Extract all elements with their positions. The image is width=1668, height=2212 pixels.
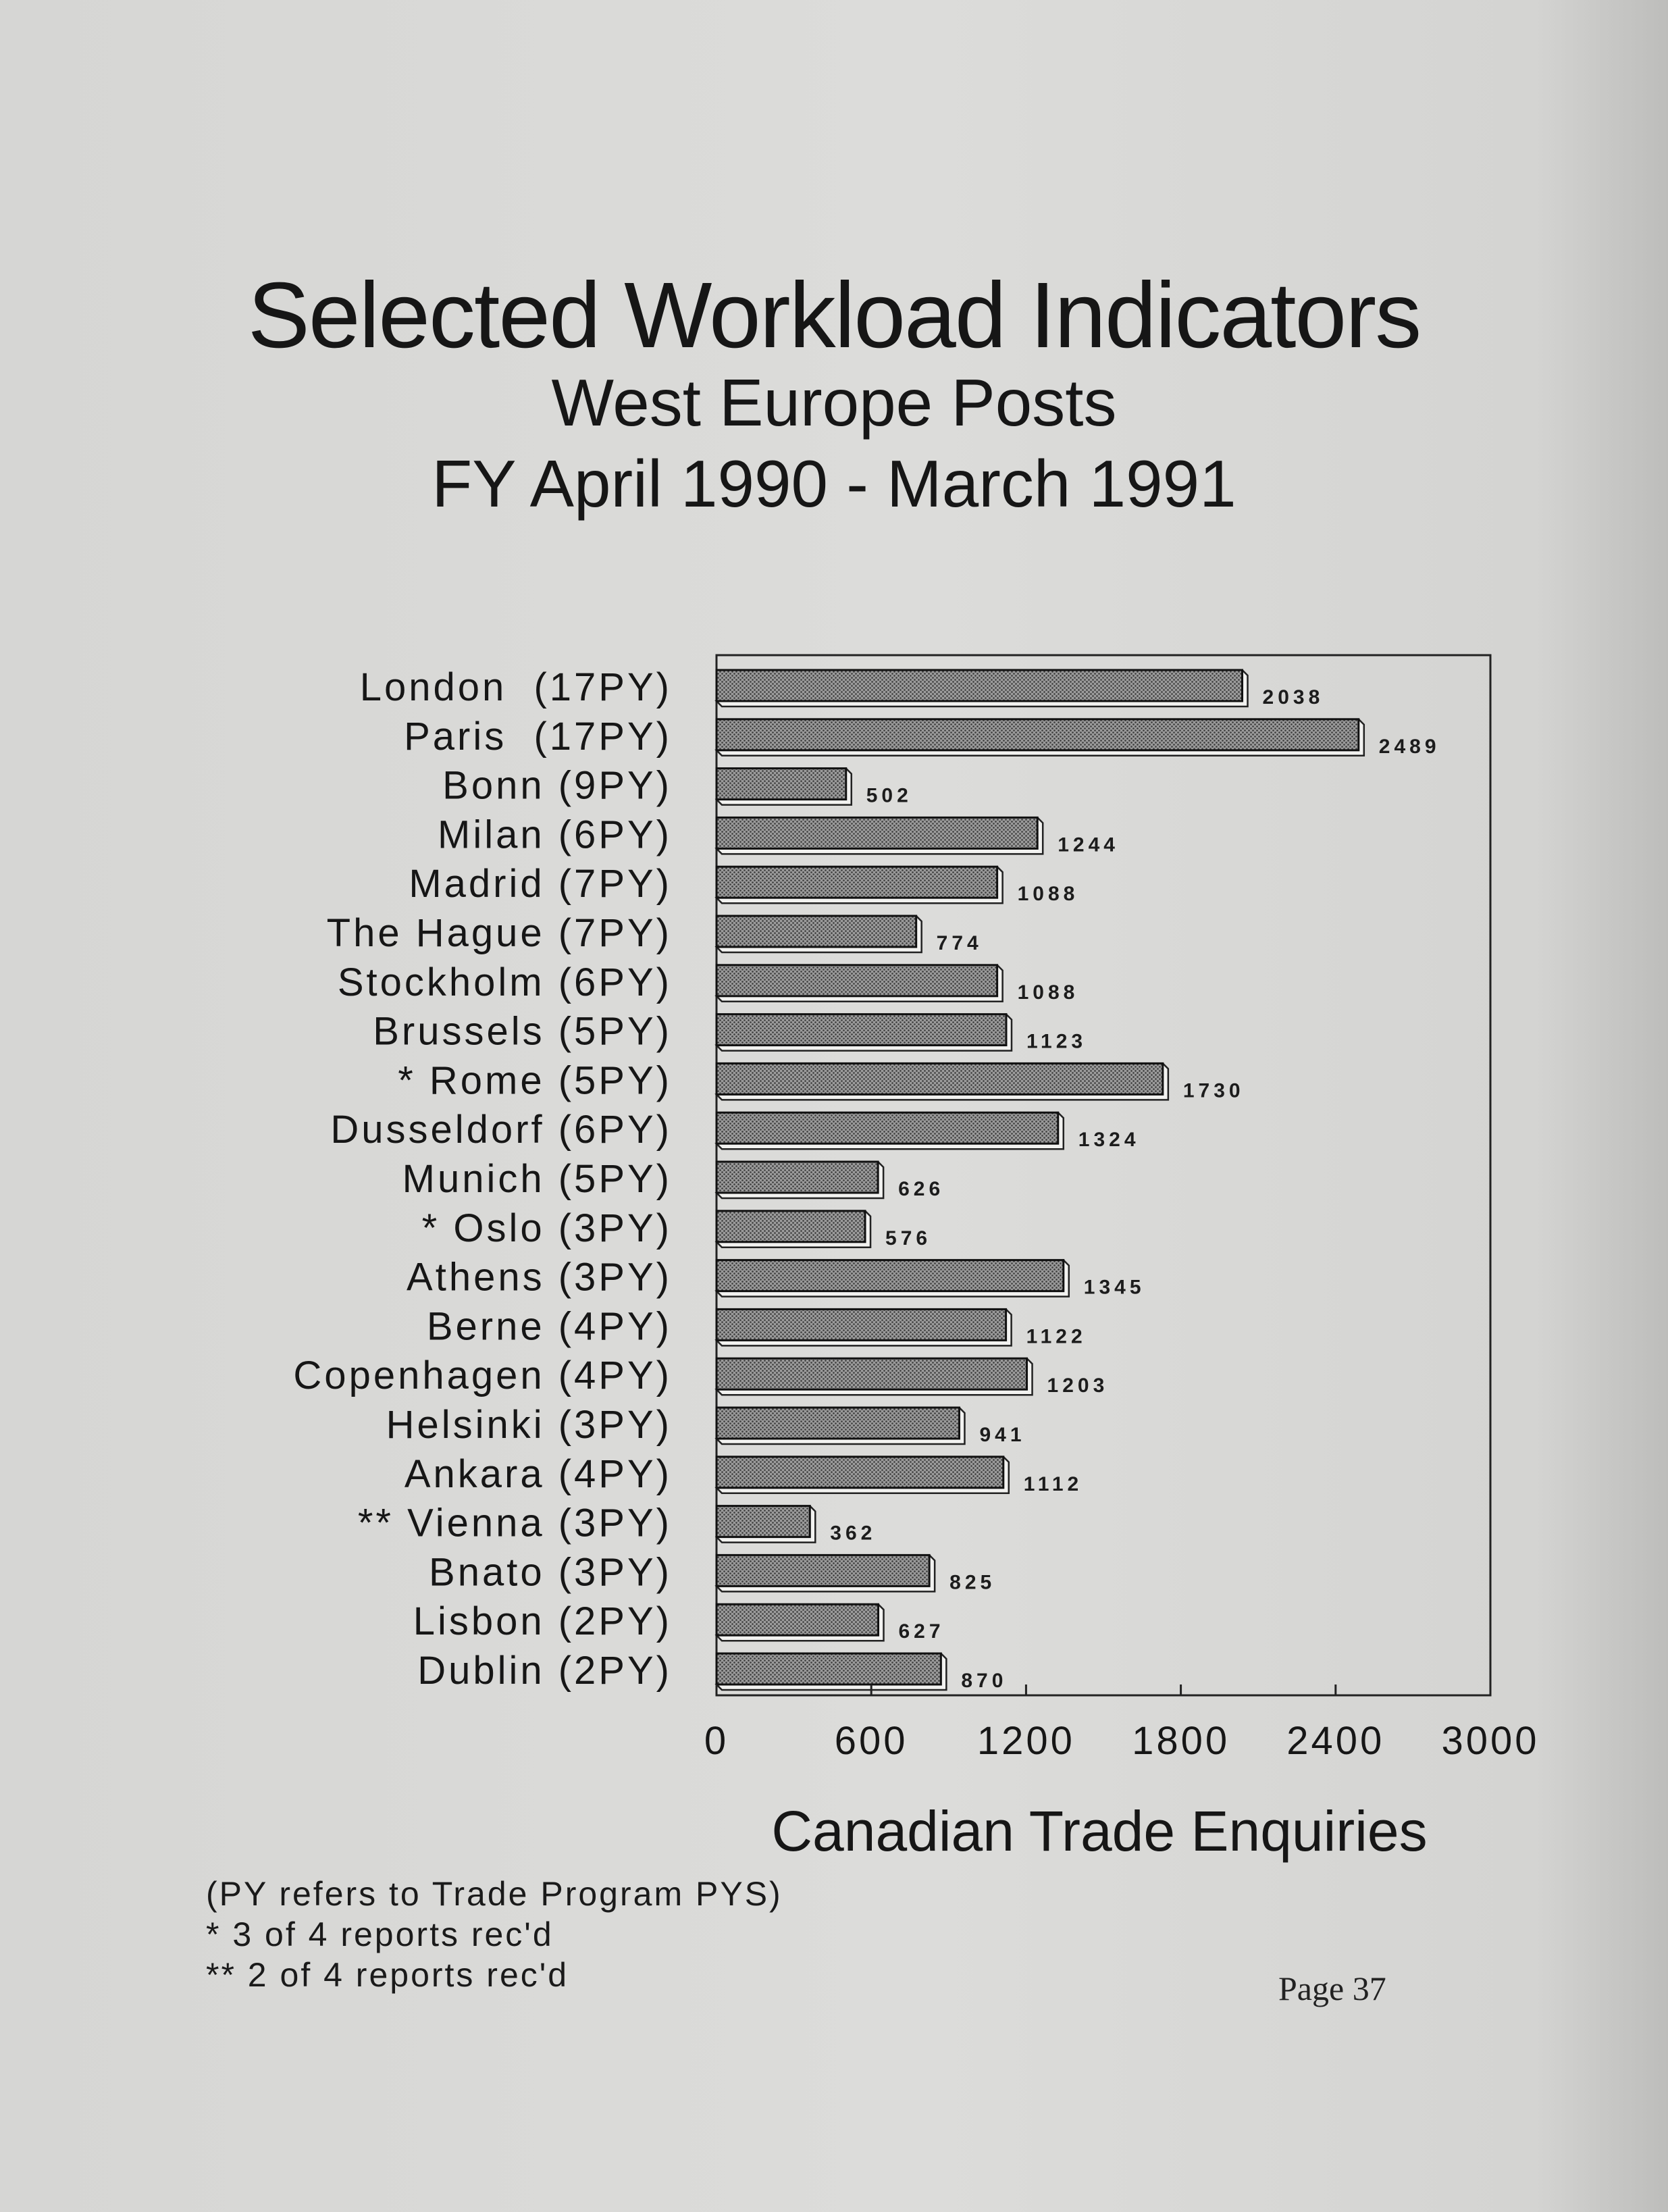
- bar: [716, 1112, 1064, 1149]
- x-tick-label: 2400: [1286, 1719, 1385, 1763]
- category-label: Athens (3PY): [407, 1255, 672, 1300]
- bar: [716, 1063, 1168, 1100]
- bar: [716, 916, 922, 952]
- value-label: 1324: [1078, 1129, 1140, 1152]
- bar-face: [716, 1604, 879, 1635]
- x-tick-label: 1200: [976, 1719, 1075, 1763]
- bar: [716, 670, 1248, 706]
- category-label: Ankara (4PY): [404, 1451, 672, 1496]
- bar-face: [716, 1408, 959, 1439]
- category-label: Copenhagen (4PY): [293, 1354, 672, 1398]
- value-label: 1730: [1182, 1079, 1245, 1102]
- category-label: Bonn (9PY): [442, 763, 672, 808]
- value-label: 1088: [1017, 883, 1079, 906]
- bar-face: [716, 1358, 1027, 1389]
- bar: [716, 719, 1364, 756]
- bar-face: [716, 1260, 1064, 1291]
- value-label: 825: [949, 1571, 996, 1594]
- bar: [716, 867, 1003, 903]
- bar-face: [716, 867, 997, 898]
- value-label: 1088: [1017, 981, 1079, 1004]
- bar-face: [716, 1457, 1004, 1488]
- bar: [716, 1408, 964, 1444]
- category-label: Paris (17PY): [404, 714, 672, 758]
- category-label: Berne (4PY): [426, 1304, 672, 1349]
- category-labels: [293, 665, 672, 1693]
- bar-face: [716, 817, 1037, 848]
- value-label: 502: [866, 784, 912, 807]
- value-label: 626: [898, 1178, 945, 1200]
- category-label: Brussels (5PY): [373, 1009, 672, 1054]
- category-label: * Oslo (3PY): [421, 1206, 672, 1250]
- category-label: Stockholm (6PY): [337, 960, 672, 1004]
- footnote-three-of-four: * 3 of 4 reports rec'd: [206, 1915, 554, 1953]
- category-label: London (17PY): [359, 665, 672, 709]
- value-label: 576: [885, 1227, 932, 1250]
- bar-face: [716, 1506, 810, 1537]
- bar: [716, 1604, 884, 1641]
- bar-face: [716, 719, 1359, 750]
- category-label: Milan (6PY): [438, 813, 672, 857]
- bar-face: [716, 965, 997, 996]
- category-label: ** Vienna (3PY): [357, 1501, 672, 1545]
- value-label: 774: [936, 932, 983, 954]
- value-label: 870: [961, 1670, 1008, 1692]
- category-label: Bnato (3PY): [429, 1550, 672, 1595]
- bar-face: [716, 1162, 878, 1193]
- bar: [716, 1260, 1069, 1297]
- page-subtitle: West Europe Posts: [551, 365, 1117, 440]
- x-tick-label: 600: [834, 1719, 908, 1763]
- bar: [716, 817, 1043, 854]
- bar: [716, 1211, 870, 1248]
- category-label: Madrid (7PY): [409, 862, 672, 906]
- bar-face: [716, 1211, 865, 1242]
- value-label: 941: [979, 1424, 1026, 1446]
- value-label: 1122: [1026, 1325, 1087, 1348]
- bar: [716, 1555, 935, 1591]
- x-tick-label: 3000: [1441, 1719, 1540, 1763]
- page-title: Selected Workload Indicators: [247, 263, 1421, 367]
- x-tick-label: 1800: [1132, 1719, 1230, 1763]
- bar: [716, 1309, 1012, 1345]
- category-label: Munich (5PY): [402, 1157, 672, 1201]
- value-label: 2038: [1262, 686, 1324, 709]
- value-label: 1123: [1026, 1030, 1087, 1053]
- category-label: * Rome (5PY): [398, 1058, 672, 1103]
- x-tick-label: 0: [704, 1719, 729, 1763]
- x-axis-label: Canadian Trade Enquiries: [771, 1799, 1428, 1863]
- bar: [716, 1457, 1009, 1493]
- footnote-two-of-four: ** 2 of 4 reports rec'd: [206, 1956, 569, 1994]
- bar-face: [716, 1309, 1006, 1340]
- bar-face: [716, 1014, 1006, 1046]
- value-label: 2489: [1378, 735, 1440, 758]
- bar-face: [716, 670, 1243, 701]
- bar: [716, 769, 852, 805]
- bars: [716, 670, 1364, 1690]
- value-label: 1203: [1047, 1374, 1109, 1397]
- value-label: 362: [830, 1522, 877, 1545]
- bar-face: [716, 1112, 1058, 1143]
- bar-face: [716, 1653, 941, 1684]
- value-label: 1345: [1083, 1276, 1145, 1299]
- footnote-py: (PY refers to Trade Program PYS): [206, 1875, 783, 1913]
- bar: [716, 965, 1003, 1002]
- bar: [716, 1653, 946, 1690]
- bar: [716, 1358, 1033, 1395]
- bar-face: [716, 769, 846, 800]
- value-label: 1244: [1058, 833, 1119, 856]
- category-label: Helsinki (3PY): [386, 1403, 672, 1447]
- category-label: Dusseldorf (6PY): [330, 1108, 672, 1152]
- bar-face: [716, 1555, 929, 1586]
- bar-face: [716, 916, 916, 947]
- page-period: FY April 1990 - March 1991: [432, 446, 1236, 521]
- bar-face: [716, 1063, 1163, 1094]
- bar: [716, 1014, 1012, 1051]
- value-label: 1112: [1023, 1472, 1083, 1495]
- bar: [716, 1162, 883, 1198]
- page-number: Page 37: [1278, 1970, 1386, 2007]
- category-label: Lisbon (2PY): [413, 1599, 672, 1644]
- category-label: Dublin (2PY): [417, 1649, 672, 1693]
- bar: [716, 1506, 815, 1543]
- value-label: 627: [898, 1620, 945, 1643]
- category-label: The Hague (7PY): [326, 911, 672, 955]
